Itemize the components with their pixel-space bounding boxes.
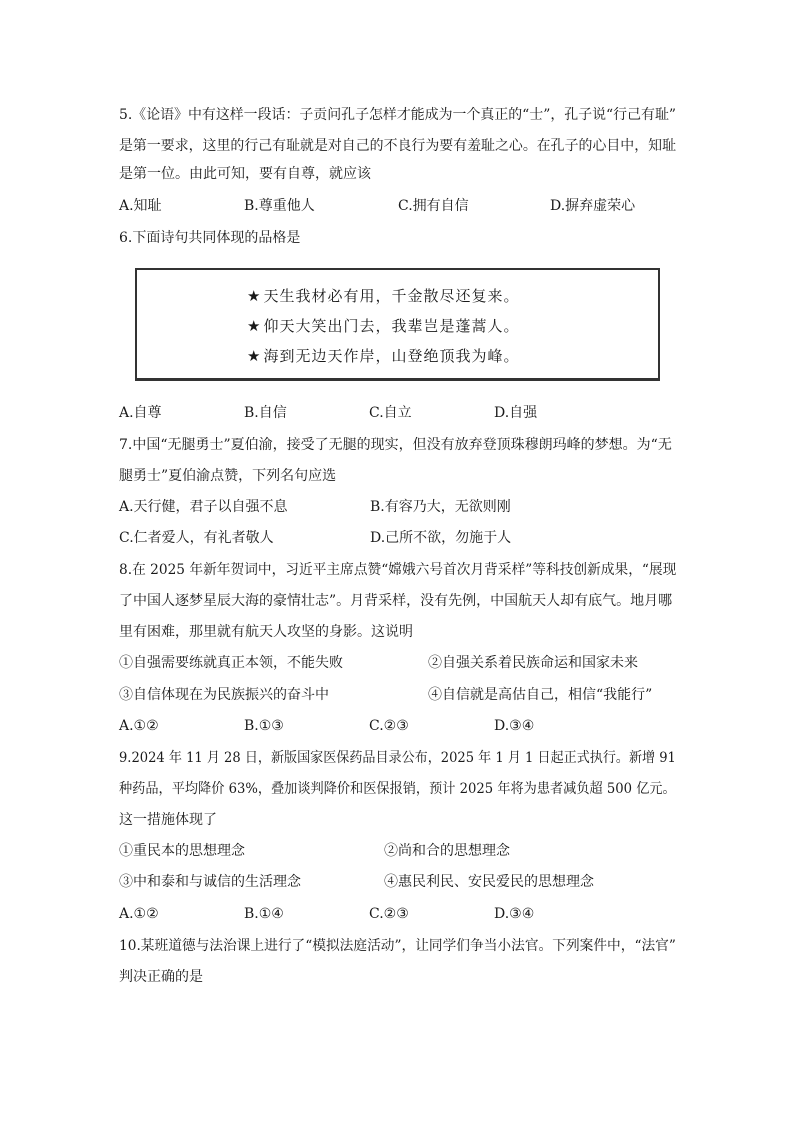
q9-option-c: C.②③ [369,906,409,922]
q9-option-a: A.①② [119,906,159,922]
q9-stem-line-2: 种药品，平均降价 63%，叠加谈判降价和医保报销，预计 2025 年将为患者减负超 500 亿元。 [119,781,676,797]
q8-stem-line-3: 里有困难，那里就有航天人攻坚的身影。这说明 [119,624,413,640]
q6-option-c: C.自立 [369,405,412,421]
q6-option-b: B.自信 [244,405,287,421]
q5-option-a: A.知耻 [119,198,162,214]
q6-stem: 6.下面诗句共同体现的品格是 [119,230,301,246]
q7-option-b: B.有容乃大，无欲则刚 [370,499,511,515]
q9-option-b: B.①④ [244,906,284,922]
poem-line-2: ★ 仰天大笑出门去，我辈岂是蓬蒿人。 [247,317,520,335]
q5-stem-line-3: 是第一位。由此可知，要有自尊，就应该 [119,166,371,182]
q9-stem-line-1: 9.2024 年 11 月 28 日，新版国家医保药品目录公布，2025 年 1 月 1 日起正式执行。新增 91 [119,750,676,766]
q10-stem-line-2: 判决正确的是 [119,969,203,985]
star-icon: ★ [247,347,262,365]
q8-statement-3: ③自信体现在为民族振兴的奋斗中 [119,687,329,703]
q8-option-d: D.③④ [494,718,535,734]
poem-box [135,268,660,381]
q8-stem-line-1: 8.在 2025 年新年贺词中，习近平主席点赞“嫦娥六号首次月背采样”等科技创新成果，“展现 [119,562,677,578]
q9-statement-2: ②尚和合的思想理念 [384,843,510,859]
poem-line-1: ★ 天生我材必有用，千金散尽还复来。 [247,287,520,305]
poem-line-3: ★ 海到无边天作岸，山登绝顶我为峰。 [247,347,520,365]
q9-statement-4: ④惠民利民、安民爱民的思想理念 [384,874,594,890]
q5-stem-line-1: 5.《论语》中有这样一段话：子贡问孔子怎样才能成为一个真正的“士”，孔子说“行己有耻” [119,107,676,123]
q7-option-a: A.天行健，君子以自强不息 [119,499,288,515]
q9-statement-3: ③中和泰和与诚信的生活理念 [119,874,301,890]
q9-option-d: D.③④ [494,906,535,922]
q7-option-d: D.己所不欲，勿施于人 [370,530,512,546]
q10-stem-line-1: 10.某班道德与法治课上进行了“模拟法庭活动”，让同学们争当小法官。下列案件中，“法官” [119,938,676,954]
q8-statement-4: ④自信就是高估自己，相信“我能行” [428,687,653,703]
q7-stem-line-1: 7.中国“无腿勇士”夏伯渝，接受了无腿的现实，但没有放弃登顶珠穆朗玛峰的梦想。为“无 [119,437,672,453]
q9-statement-1: ①重民本的思想理念 [119,843,245,859]
q5-stem-line-2: 是第一要求，这里的行己有耻就是对自己的不良行为要有羞耻之心。在孔子的心目中，知耻 [119,138,676,154]
q8-statement-1: ①自强需要练就真正本领，不能失败 [119,655,343,671]
star-icon: ★ [247,287,262,305]
q5-option-c: C.拥有自信 [398,198,469,214]
q8-option-c: C.②③ [369,718,409,734]
q5-option-d: D.摒弃虚荣心 [550,198,636,214]
q7-stem-line-2: 腿勇士”夏伯渝点赞，下列名句应选 [119,468,337,484]
q7-option-c: C.仁者爱人，有礼者敬人 [119,530,274,546]
star-icon: ★ [247,317,262,335]
q5-option-b: B.尊重他人 [244,198,315,214]
q8-stem-line-2: 了中国人逐梦星辰大海的豪情壮志”。月背采样，没有先例，中国航天人却有底气。地月哪 [119,593,673,609]
q9-stem-line-3: 这一措施体现了 [119,812,217,828]
q6-option-d: D.自强 [494,405,538,421]
q8-statement-2: ②自强关系着民族命运和国家未来 [428,655,638,671]
q6-option-a: A.自尊 [119,405,162,421]
q8-option-b: B.①③ [244,718,284,734]
q8-option-a: A.①② [119,718,159,734]
